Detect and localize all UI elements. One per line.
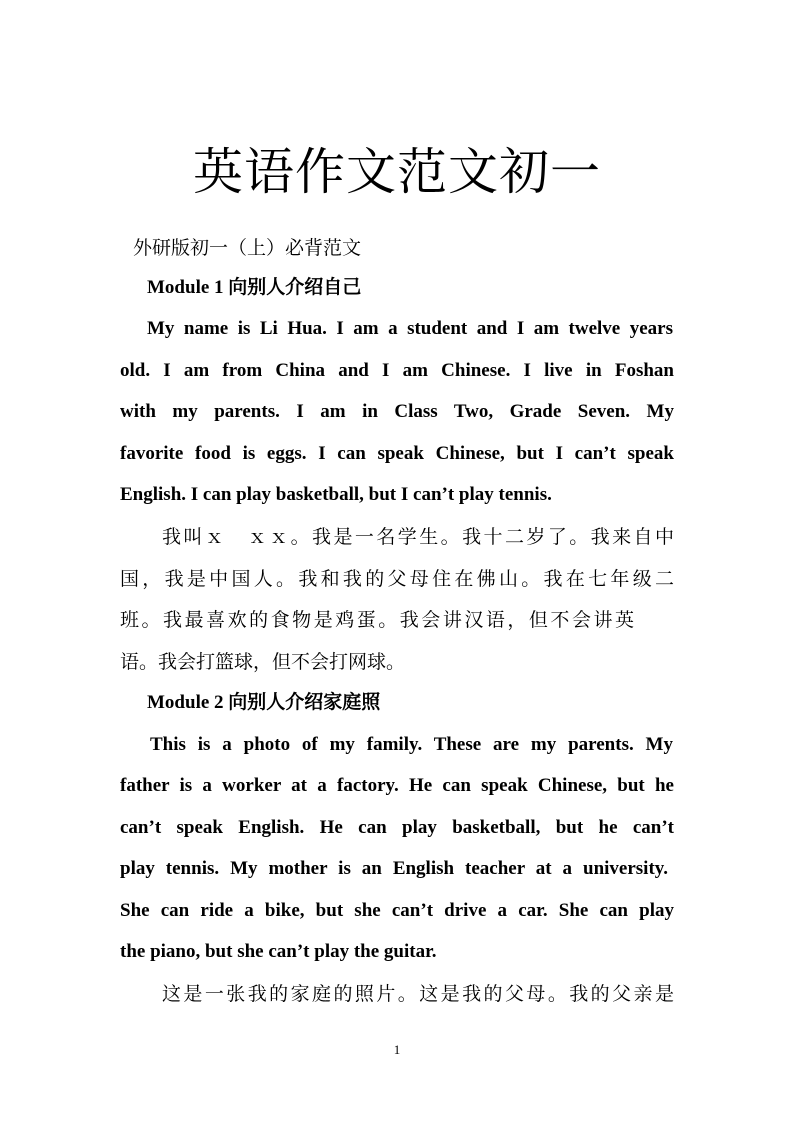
module1-chinese-line: 我叫ｘ ｘｘ。我是一名学生。我十二岁了。我来自中 <box>162 526 674 548</box>
module1-heading: Module 1 向别人介绍自己 <box>147 277 362 298</box>
module2-english-line: She can ride a bike, but she can’t drive a car. She can play <box>120 900 674 921</box>
module2-chinese-line: 这是一张我的家庭的照片。这是我的父母。我的父亲是 <box>162 983 674 1005</box>
module1-english-line: My name is Li Hua. I am a student and I am twelve years <box>147 318 673 339</box>
module1-chinese-line: 国，我是中国人。我和我的父母住在佛山。我在七年级二 <box>120 568 674 590</box>
module2-english-line: play tennis. My mother is an English teacher at a university. <box>120 858 668 879</box>
module2-heading: Module 2 向别人介绍家庭照 <box>147 692 381 713</box>
module2-english-line: This is a photo of my family. These are my parents. My <box>150 734 673 755</box>
module1-chinese-line: 班。我最喜欢的食物是鸡蛋。我会讲汉语，但不会讲英 <box>120 609 634 631</box>
module2-english-line: father is a worker at a factory. He can speak Chinese, but he <box>120 775 674 796</box>
module2-english-line: can’t speak English. He can play basketball, but he can’t <box>120 817 674 838</box>
module1-chinese-line: 语。我会打篮球，但不会打网球。 <box>120 651 406 673</box>
module1-english-line: English. I can play basketball, but I can’t play tennis. <box>120 484 552 505</box>
module1-english-line: old. I am from China and I am Chinese. I live in Foshan <box>120 360 674 381</box>
module1-english-line: favorite food is eggs. I can speak Chinese, but I can’t speak <box>120 443 674 464</box>
module1-english-line: with my parents. I am in Class Two, Grade Seven. My <box>120 401 674 422</box>
module2-english-line: the piano, but she can’t play the guitar. <box>120 941 437 962</box>
document-title: 英语作文范文初一 <box>193 143 601 201</box>
page-number: 1 <box>393 1042 401 1057</box>
subtitle: 外研版初一（上）必背范文 <box>133 237 362 259</box>
